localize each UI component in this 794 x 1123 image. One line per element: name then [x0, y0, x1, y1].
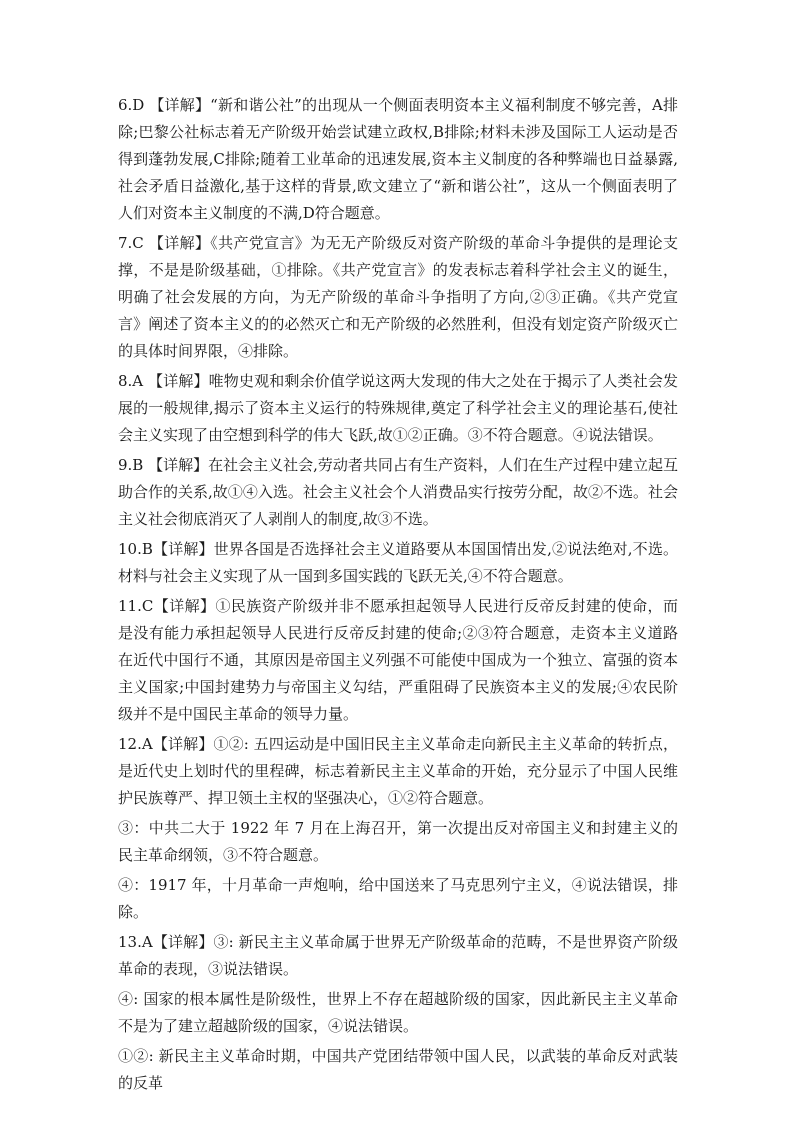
answer-q13-part1: 13.A【详解】③: 新民主主义革命属于世界无产阶级革命的范畴，不是世界资产阶级革命的表现，③说法错误。 — [118, 933, 678, 978]
answer-q9: 9.B 【详解】在社会主义社会,劳动者共同占有生产资料，人们在生产过程中建立起互助合作的关系,故①④入选。社会主义社会个人消费品实行按劳分配，故②不选。社会主义社会彻底消灭了人剥削人的制度,故③不选。 — [118, 456, 678, 528]
answer-q13-part2: ④: 国家的根本属性是阶级性，世界上不存在超越阶级的国家，因此新民主主义革命不是为了建立超越阶级的国家，④说法错误。 — [118, 990, 678, 1035]
answer-q6: 6.D 【详解】“新和谐公社”的出现从一个侧面表明资本主义福利制度不够完善，A排除;巴黎公社标志着无产阶级开始尝试建立政权,B排除;材料未涉及国际工人运动是否得到蓬勃发展,C排除;随着工业革命的迅速发展,资本主义制度的各种弊端也日益暴露,社会矛盾日益激化,基于这样的背景,欧文建立了“新和谐公社”，这从一个侧面表明了人们对资本主义制度的不满,D符合题意。 — [118, 96, 678, 222]
answer-q12-part3: ④：1917 年，十月革命一声炮响，给中国送来了马克思列宁主义，④说法错误，排除。 — [118, 876, 678, 921]
answer-q12-part2: ③：中共二大于 1922 年 7 月在上海召开，第一次提出反对帝国主义和封建主义的民主革命纲领，③不符合题意。 — [118, 819, 678, 864]
answer-q13-part3: ①②: 新民主主义革命时期，中国共产党团结带领中国人民，以武装的革命反对武装的反革 — [118, 1047, 678, 1092]
answer-q7: 7.C 【详解】《共产党宣言》为无无产阶级反对资产阶级的革命斗争提供的是理论支撑，不是是阶级基础，①排除。《共产党宣言》的发表标志着科学社会主义的诞生，明确了社会发展的方向，为无产阶级的革命斗争指明了方向,②③正确。《共产党宣 言》阐述了资本主义的的必然灭亡和无产阶级的必然胜利，但没有划定资产阶级灭亡的具体时间界限，④排除。 — [118, 234, 709, 360]
answer-q12-part1: 12.A【详解】①②: 五四运动是中国旧民主主义革命走向新民主主义革命的转折点，是近代史上划时代的里程碑，标志着新民主主义革命的开始，充分显示了中国人民维护民族尊严、捍卫领土主权的坚强决心，①②符合题意。 — [118, 735, 678, 807]
answer-q10: 10.B【详解】世界各国是否选择社会主义道路要从本国国情出发,②说法绝对,不选。材料与社会主义实现了从一国到多国实践的飞跃无关,④不符合题意。 — [118, 540, 678, 585]
answer-q8: 8.A 【详解】唯物史观和剩余价值学说这两大发现的伟大之处在于揭示了人类社会发展的一般规律,揭示了资本主义运行的特殊规律,奠定了科学社会主义的理论基石,使社会主义实现了由空想到科学的伟大飞跃,故①②正确。③不符合题意。④说法错误。 — [118, 372, 678, 444]
answer-q11: 11.C【详解】①民族资产阶级并非不愿承担起领导人民进行反帝反封建的使命，而是没有能力承担起领导人民进行反帝反封建的使命;②③符合题意，走资本主义道路在近代中国行不通，其原因是帝国主义列强不可能使中国成为一个独立、富强的资本主义国家;中国封建势力与帝国主义勾结，严重阻碍了民族资本主义的发展;④农民阶级并不是中国民主革命的领导力量。 — [118, 597, 678, 723]
answer-explanations — [118, 92, 709, 1100]
